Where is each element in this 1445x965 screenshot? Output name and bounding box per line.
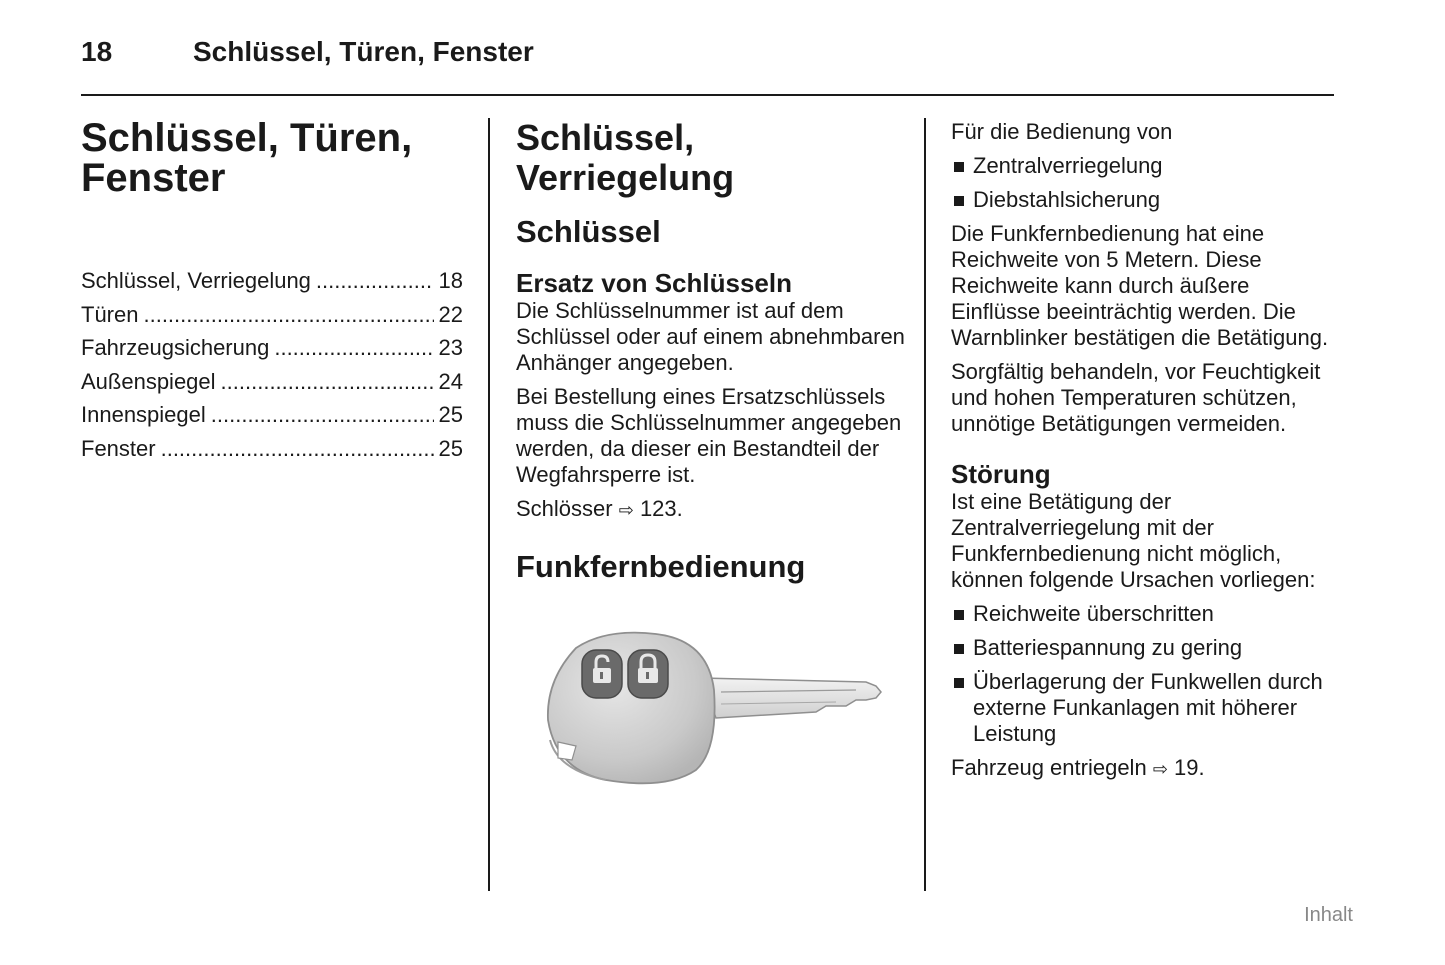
list-item: Überlagerung der Funkwellen durch externe Funkanlagen mit höherer Leistung [951, 669, 1341, 747]
footer-contents-link[interactable]: Inhalt [1304, 904, 1353, 926]
xref-label: Fahrzeug entriegeln [951, 755, 1147, 780]
paragraph-range: Die Funkfernbedienung hat eine Reichweite von 5 Metern. Diese Reichweite kann durch äußere Einflüsse beeinträchtig werden. Die Warnblinker bestätigen die Betätigung. [951, 221, 1329, 350]
middle-column [516, 118, 906, 585]
chapter-title [81, 118, 463, 198]
paragraph-care: Sorgfältig behandeln, vor Feuchtigkeit und hohen Temperaturen schützen, unnötige Betätigungen vermeiden. [951, 359, 1321, 436]
function-list [951, 153, 1341, 213]
toc-page: 23 [438, 335, 463, 360]
toc-page: 22 [438, 301, 463, 327]
toc-entry-innenspiegel[interactable] [81, 398, 463, 432]
xref-page: 123. [639, 496, 683, 521]
list-item: Batteriespannung zu gering [951, 635, 1341, 661]
toc-entry-fahrzeugsicherung[interactable] [81, 331, 463, 365]
xref-label: Schlösser [516, 496, 613, 521]
running-header-title: Schlüssel, Türen, Fenster [193, 36, 534, 67]
lock-button [628, 650, 668, 698]
toc-entry-aussenspiegel[interactable] [81, 365, 463, 399]
subsection-heading-key: Schlüssel [516, 214, 661, 249]
heading-fault: Störung [951, 459, 1051, 489]
heading-replacement-keys: Ersatz von Schlüsseln [516, 268, 792, 298]
xref-unlock-vehicle[interactable] [951, 755, 1341, 782]
list-item: Reichweite überschritten [951, 601, 1341, 627]
list-item: Diebstahlsicherung [951, 187, 1341, 213]
toc-label: Außenspiegel [81, 368, 216, 394]
xref-arrow-icon: ⇨ [1152, 759, 1168, 779]
remote-key-illustration [536, 620, 896, 815]
toc-page: 24 [438, 368, 463, 394]
unlock-button [582, 650, 622, 698]
paragraph-order-replacement: Bei Bestellung eines Ersatzschlüssels muss die Schlüsselnummer angegeben werden, da dieser ein Bestandteil der Wegfahrsperre ist. [516, 384, 902, 487]
toc-page: 18 [438, 268, 463, 293]
paragraph-fault: Ist eine Betätigung der Zentralverriegelung mit der Funkfernbedienung nicht möglich, können folgende Ursachen vorliegen: [951, 489, 1316, 592]
toc-label: Innenspiegel [81, 402, 206, 427]
toc-label: Fenster [81, 435, 156, 461]
toc-label: Türen [81, 301, 139, 327]
column-divider-left [488, 118, 490, 891]
list-item: Zentralverriegelung [951, 153, 1341, 179]
xref-arrow-icon: ⇨ [618, 500, 634, 520]
fault-causes-list [951, 601, 1341, 747]
chapter-title-line2: Fenster [81, 156, 226, 200]
section-heading-keys-locking: Schlüssel, Verriegelung [516, 117, 735, 198]
toc-page: 25 [438, 402, 463, 427]
toc-label: Schlüssel, Verriegelung [81, 268, 311, 293]
chapter-title-line1: Schlüssel, Türen, [81, 116, 413, 160]
xref-page: 19. [1174, 755, 1205, 780]
key-blade [701, 678, 881, 718]
chapter-column [81, 118, 463, 465]
paragraph-key-number: Die Schlüsselnummer ist auf dem Schlüssel oder auf einem abnehmbaren Anhänger angegeben. [516, 298, 905, 375]
toc-page: 25 [438, 435, 463, 461]
right-column [951, 118, 1341, 790]
toc-label: Fahrzeugsicherung [81, 335, 270, 360]
page-number: 18 [81, 36, 113, 67]
column-divider-right [924, 118, 926, 891]
header-divider [81, 94, 1334, 96]
toc-entry-fenster[interactable] [81, 432, 463, 466]
subsection-heading-remote-control: Funkfernbedienung [516, 549, 806, 584]
table-of-contents [81, 264, 463, 465]
paragraph-intro: Für die Bedienung von [951, 119, 1173, 144]
toc-entry-tueren[interactable] [81, 298, 463, 332]
toc-entry-schluessel[interactable] [81, 264, 463, 298]
xref-locks[interactable] [516, 496, 906, 523]
